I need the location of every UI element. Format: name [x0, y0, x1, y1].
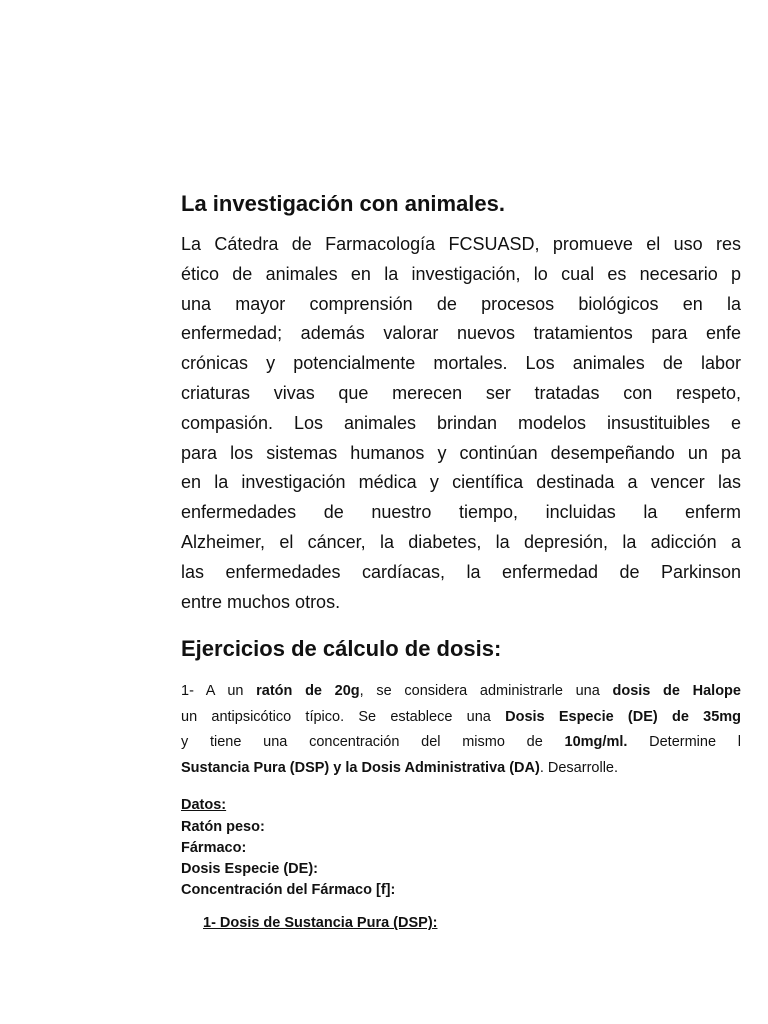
exercise-text: . Desarrolle.: [539, 759, 619, 776]
datos-concentracion: Concentración del Fármaco [f]:: [181, 882, 396, 899]
intro-line: para los sistemas humanos y continúan desempeñando un pa: [181, 442, 741, 463]
intro-line: compasión. Los animales brindan modelos insustituibles e: [181, 412, 741, 433]
intro-line: ético de animales en la investigación, lo cual es necesario p: [181, 263, 741, 284]
exercise-bold-text: Dosis Especie (DE) de 35mg: [505, 708, 742, 725]
exercise-line: [181, 705, 741, 731]
intro-line: criaturas vivas que merecen ser tratadas con respeto,: [181, 382, 741, 403]
exercise-line: [181, 756, 741, 782]
exercise-text: Determine l: [627, 734, 741, 751]
exercise-text: y tiene una concentración del mismo de: [181, 734, 565, 751]
list-item-dsp: 1- Dosis de Sustancia Pura (DSP):: [203, 915, 438, 932]
intro-line: entre muchos otros.: [181, 591, 341, 612]
section-title: Ejercicios de cálculo de dosis:: [181, 636, 502, 662]
document-content: [181, 188, 742, 932]
intro-line: enfermedad; además valorar nuevos tratamientos para enfe: [181, 323, 741, 344]
datos-dosis-especie: Dosis Especie (DE):: [181, 860, 318, 877]
document-title: La investigación con animales.: [181, 191, 505, 216]
exercise-text: un antipsicótico típico. Se establece una: [181, 708, 506, 725]
intro-line: una mayor comprensión de procesos biológicos en la: [181, 293, 741, 314]
datos-farmaco: Fármaco:: [181, 839, 247, 856]
intro-line: Alzheimer, el cáncer, la diabetes, la depresión, la adicción a: [181, 531, 741, 552]
intro-line: las enfermedades cardíacas, la enfermedad de Parkinson: [181, 561, 741, 582]
exercise-text: , se considera administrarle una: [359, 683, 613, 700]
datos-heading: Datos:: [181, 797, 227, 814]
intro-paragraph: [181, 230, 741, 617]
datos-raton-peso: Ratón peso:: [181, 818, 265, 835]
datos-block: [181, 795, 688, 901]
exercise-line: [181, 730, 741, 756]
intro-line: enfermedades de nuestro tiempo, incluidas la enferm: [181, 502, 741, 523]
exercise-bold-text: dosis de Halope: [612, 683, 741, 700]
exercise-bold-text: 10mg/ml.: [564, 734, 628, 751]
exercise-line: [181, 679, 741, 705]
intro-line: en la investigación médica y científica destinada a vencer las: [181, 472, 741, 493]
exercise-text: 1- A un: [181, 683, 257, 700]
intro-line: La Cátedra de Farmacología FCSUASD, promueve el uso res: [181, 234, 741, 254]
exercise-bold-text: Sustancia Pura (DSP) y la Dosis Administrativa (DA): [181, 759, 540, 776]
exercise-paragraph: [181, 679, 741, 781]
intro-line: crónicas y potencialmente mortales. Los animales de labor: [181, 353, 741, 374]
exercise-bold-text: ratón de 20g: [256, 683, 360, 700]
